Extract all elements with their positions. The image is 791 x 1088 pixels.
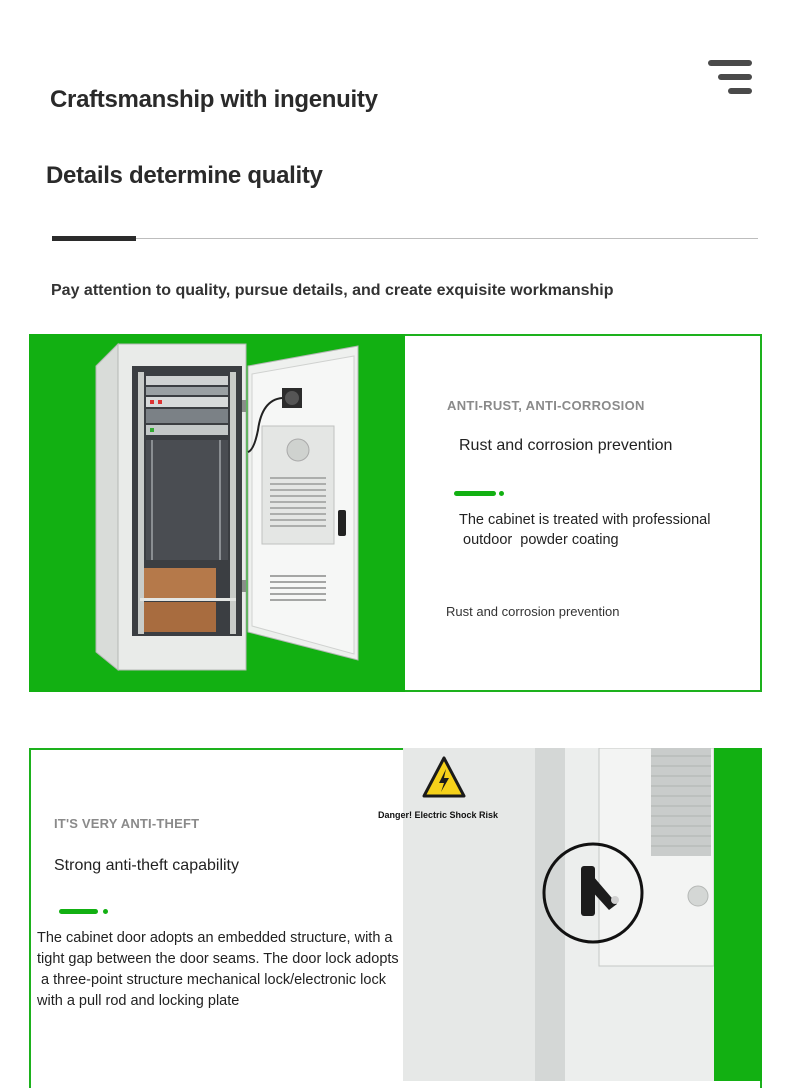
antitheft-section-accent-bar [59,909,98,914]
warning-caption: Danger! Electric Shock Risk [378,810,499,820]
divider-accent [52,236,136,241]
intro-text: Pay attention to quality, pursue details, and create exquisite workmanship [51,282,614,299]
antitheft-section-tag: IT'S VERY ANTI-THEFT [54,816,200,831]
rust-section-note: Rust and corrosion prevention [446,604,620,619]
outdoor-cabinet-image [92,340,364,688]
antitheft-section-accent-dot [103,909,108,914]
divider-line [52,238,758,239]
antitheft-section-green-strip [714,748,762,1081]
electric-shock-warning-icon [421,755,467,801]
hamburger-menu-icon[interactable] [706,58,754,96]
rust-section-tag: ANTI-RUST, ANTI-CORROSION [447,398,645,413]
rust-section-accent-bar [454,491,496,496]
rust-section-accent-dot [499,491,504,496]
page-title: Craftsmanship with ingenuity [50,86,378,113]
antitheft-section-body: The cabinet door adopts an embedded structure, with a tight gap between the door seams. The door lock adopts a three-point structure mechanical lock/electronic lock with a pull rod and locking plate [37,930,399,1009]
page-subtitle: Details determine quality [46,162,323,189]
rust-section-body: The cabinet is treated with professional outdoor powder coating [459,512,711,548]
rust-section-title: Rust and corrosion prevention [459,437,673,454]
antitheft-section-title: Strong anti-theft capability [54,857,239,874]
